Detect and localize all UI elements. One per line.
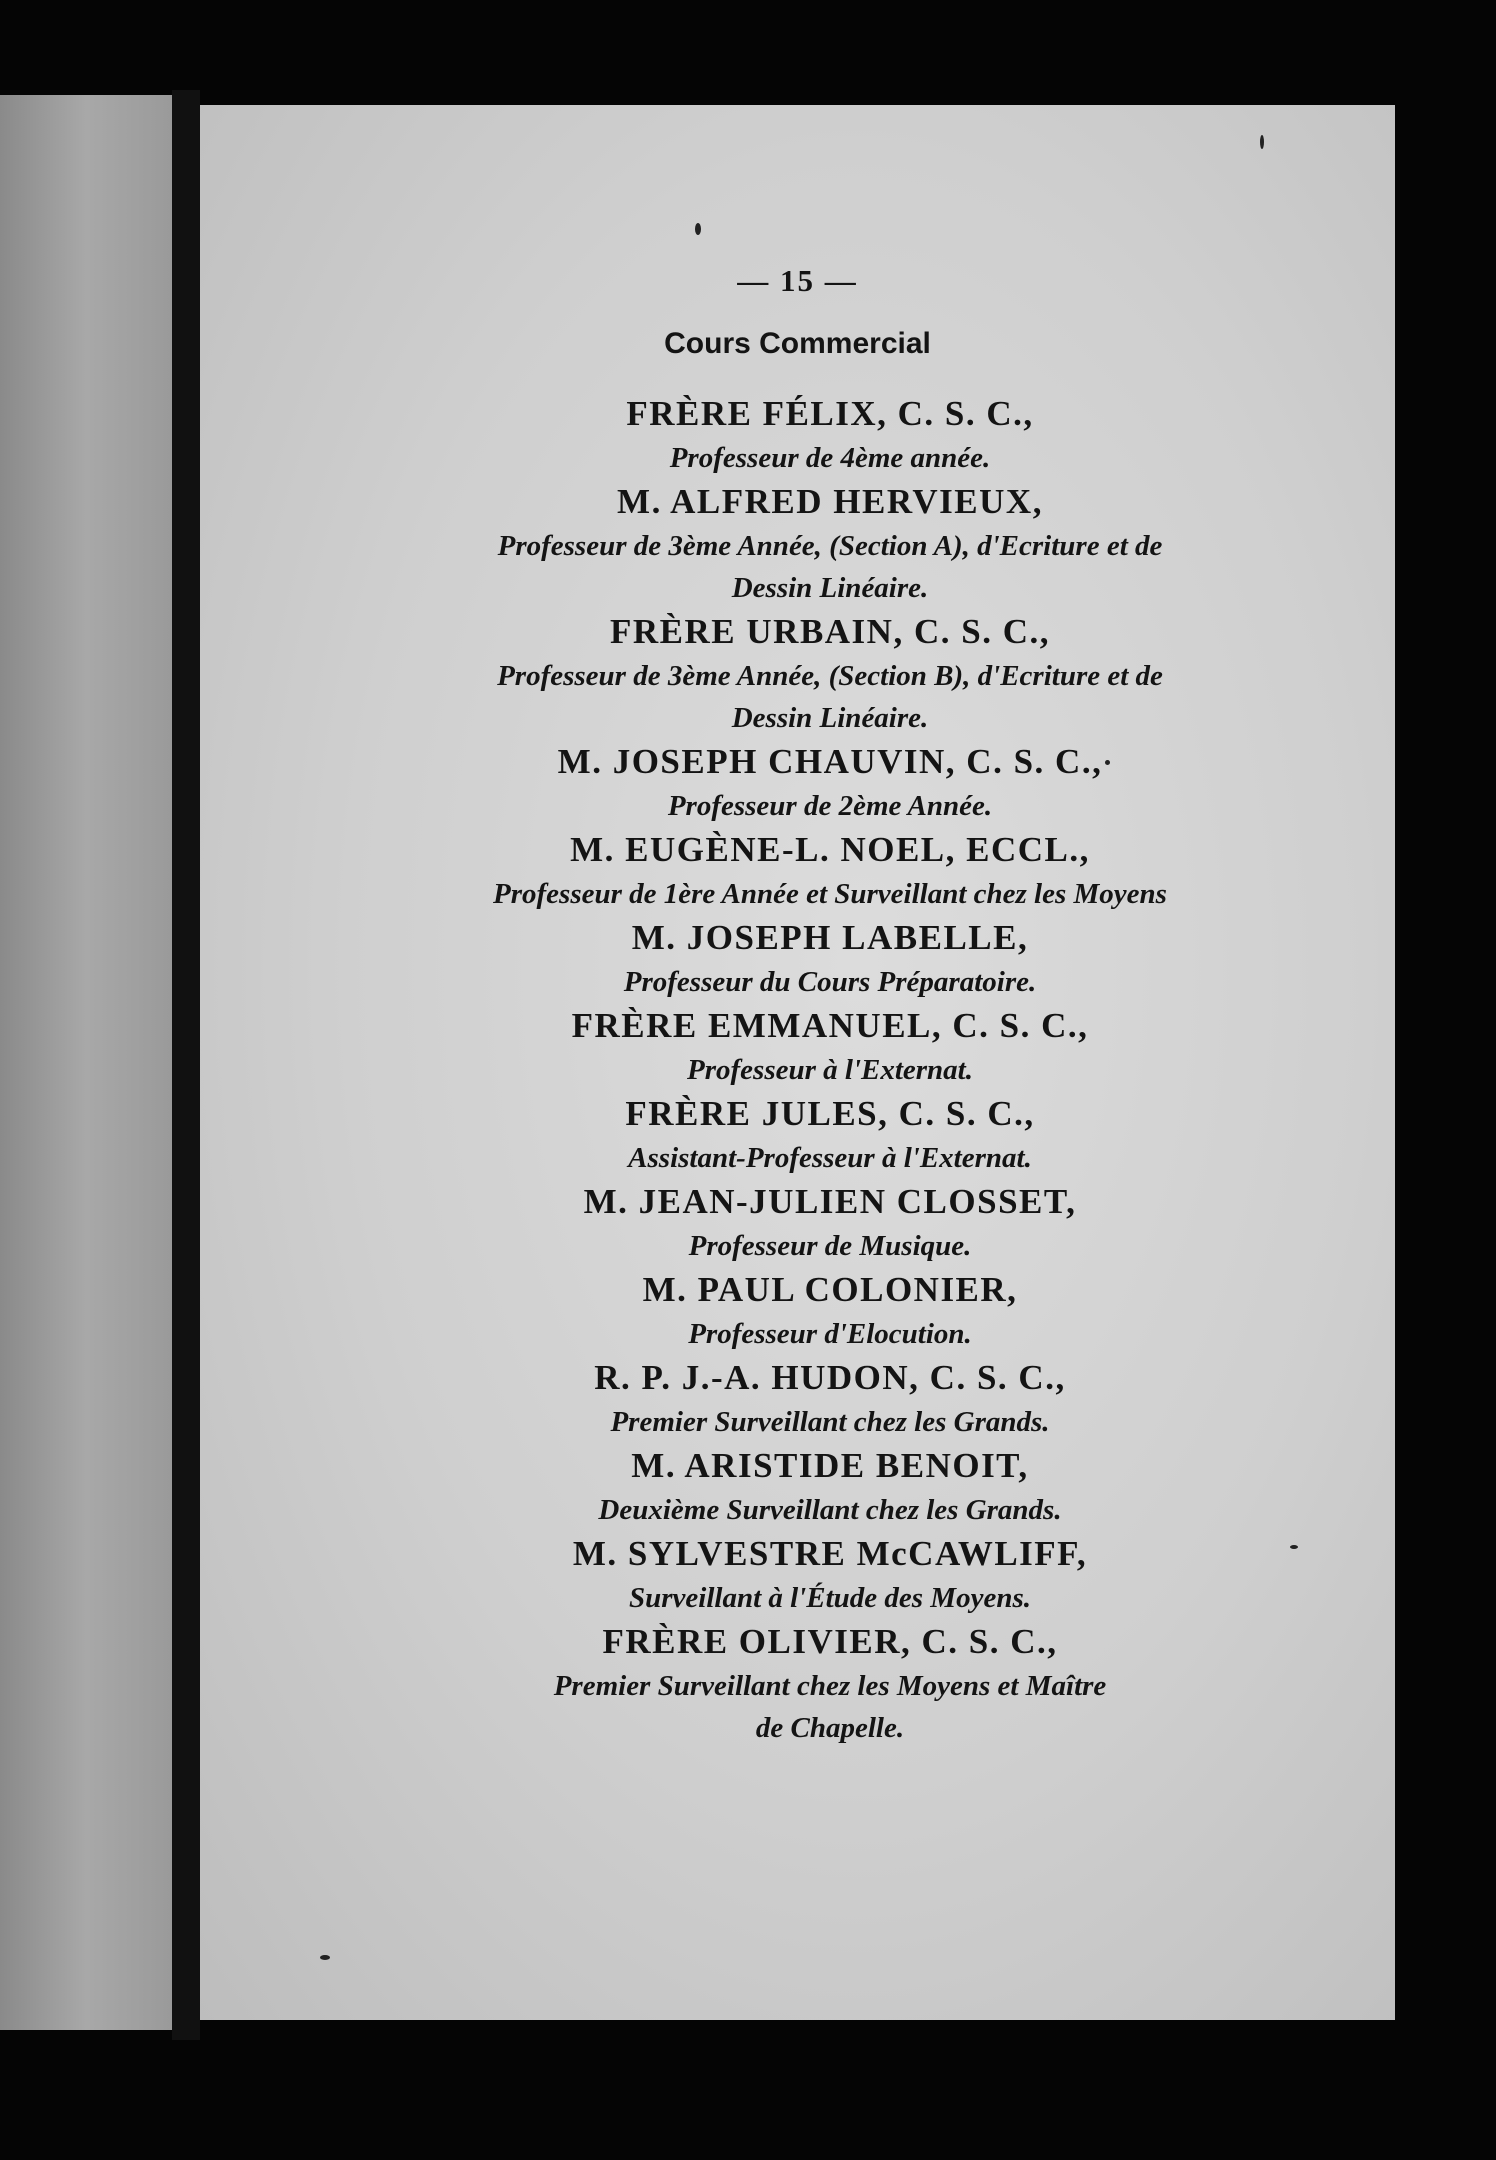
staff-role: Professeur à l'Externat. (687, 1054, 973, 1086)
staff-role: Professeur d'Elocution. (688, 1318, 972, 1350)
staff-name: FRÈRE URBAIN, C. S. C., (610, 612, 1050, 651)
staff-role: Surveillant à l'Étude des Moyens. (628, 1582, 1031, 1614)
staff-role: Premier Surveillant chez les Moyens et Maître de Chapelle. (553, 1670, 1107, 1744)
staff-entry (330, 479, 1330, 609)
staff-role: Professeur de Musique. (688, 1230, 972, 1262)
staff-name: FRÈRE FÉLIX, C. S. C., (626, 394, 1034, 433)
staff-role: Professeur de 4ème année. (669, 442, 991, 474)
staff-role: Professeur de 1ère Année et Surveillant chez les Moyens (493, 878, 1167, 910)
scan-speck (1290, 1545, 1298, 1549)
staff-entry (330, 1091, 1330, 1179)
staff-name: M. PAUL COLONIER, (642, 1270, 1018, 1309)
staff-entry (330, 1003, 1330, 1091)
staff-name: M. EUGÈNE-L. NOEL, ECCL., (570, 830, 1090, 869)
staff-role: Premier Surveillant chez les Grands. (610, 1406, 1050, 1438)
staff-entry (330, 1531, 1330, 1619)
document-page (200, 105, 1395, 2020)
staff-name: M. JEAN-JULIEN CLOSSET, (583, 1182, 1077, 1221)
scan-speck (695, 223, 701, 235)
staff-name: FRÈRE OLIVIER, C. S. C., (602, 1622, 1058, 1661)
staff-role: Professeur du Cours Préparatoire. (623, 966, 1037, 998)
staff-name: FRÈRE JULES, C. S. C., (625, 1094, 1035, 1133)
staff-role: Assistant-Professeur à l'Externat. (628, 1142, 1032, 1174)
staff-name: FRÈRE EMMANUEL, C. S. C., (571, 1006, 1089, 1045)
staff-name: M. ARISTIDE BENOIT, (631, 1446, 1029, 1485)
staff-entry (330, 1443, 1330, 1531)
staff-entry (330, 1355, 1330, 1443)
scan-speck (1105, 760, 1110, 765)
scan-speck (1260, 135, 1264, 149)
staff-name: R. P. J.-A. HUDON, C. S. C., (594, 1358, 1066, 1397)
staff-entry (330, 1267, 1330, 1355)
staff-entry (330, 739, 1330, 827)
staff-entry (330, 609, 1330, 739)
staff-entry (330, 1619, 1330, 1749)
staff-list (330, 391, 1330, 1749)
staff-entry (330, 915, 1330, 1003)
staff-role: Professeur de 2ème Année. (667, 790, 993, 822)
page-number: — 15 — (737, 263, 858, 298)
staff-name: M. ALFRED HERVIEUX, (617, 482, 1043, 521)
staff-entry (330, 391, 1330, 479)
scan-speck (320, 1955, 330, 1960)
staff-role: Professeur de 3ème Année, (Section B), d'Ecriture et de Dessin Linéaire. (497, 660, 1163, 734)
book-gutter (172, 90, 200, 2040)
staff-entry (330, 827, 1330, 915)
left-facing-page (0, 95, 172, 2030)
staff-role: Professeur de 3ème Année, (Section A), d'Ecriture et de Dessin Linéaire. (497, 530, 1163, 604)
staff-name: M. JOSEPH CHAUVIN, C. S. C., (557, 742, 1103, 781)
section-title: Cours Commercial (664, 327, 931, 360)
staff-name: M. SYLVESTRE McCAWLIFF, (572, 1534, 1088, 1573)
staff-entry (330, 1179, 1330, 1267)
staff-name: M. JOSEPH LABELLE, (631, 918, 1029, 957)
staff-role: Deuxième Surveillant chez les Grands. (598, 1494, 1062, 1526)
